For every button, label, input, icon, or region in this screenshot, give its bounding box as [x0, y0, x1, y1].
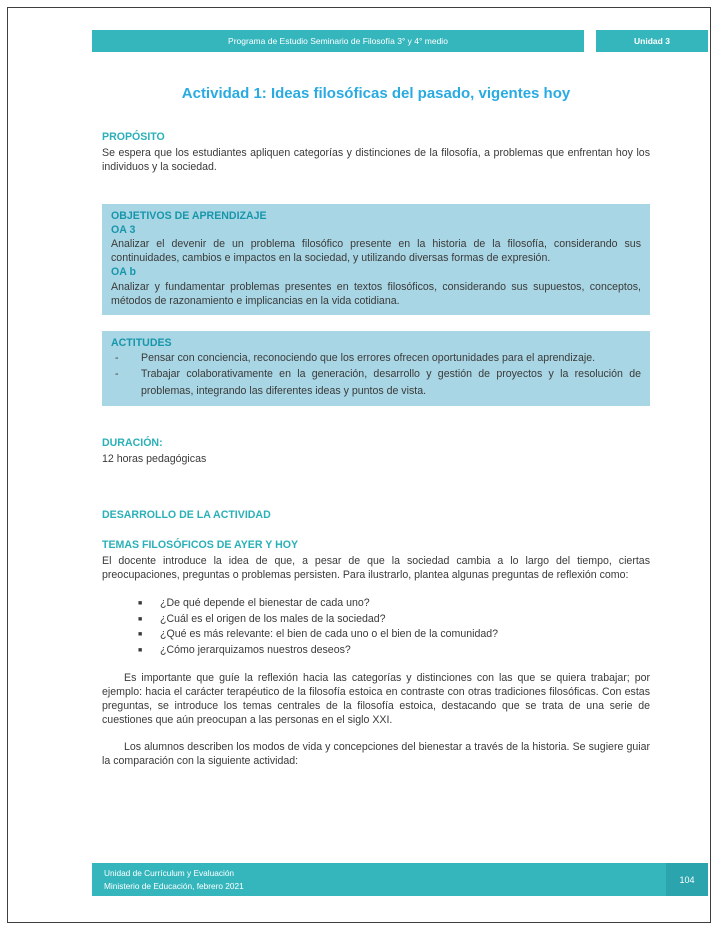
objetivos-heading: OBJETIVOS DE APRENDIZAJE	[111, 210, 267, 223]
footer-line-2: Ministerio de Educación, febrero 2021	[104, 880, 244, 891]
list-item	[138, 627, 650, 642]
duracion-heading: DURACIÓN:	[102, 437, 163, 450]
proposito-body: Se espera que los estudiantes apliquen categorías y distinciones de la filosofía, a problemas que enfrentan hoy los individuos y la sociedad.	[102, 147, 650, 174]
spacer	[102, 190, 650, 204]
spacer	[102, 482, 650, 508]
section-duracion	[102, 436, 650, 466]
list-item	[138, 643, 650, 658]
document-page	[7, 7, 711, 923]
question-text: ¿Cuál es el origen de los males de la sociedad?	[160, 612, 386, 625]
temas-paragraph-2: Los alumnos describen los modos de vida y concepciones del bienestar a través de la historia. Se sugiere guiar la comparación con la siguiente actividad:	[102, 741, 650, 768]
square-bullet-icon: ■	[138, 646, 143, 654]
header-unit-badge: Unidad 3	[596, 30, 708, 52]
list-item	[138, 596, 650, 611]
objetivos-box	[102, 204, 650, 315]
actitudes-heading: ACTITUDES	[111, 336, 172, 349]
spacer	[102, 422, 650, 436]
header-program-title: Programa de Estudio Seminario de Filosofía 3° y 4° medio	[92, 30, 584, 52]
temas-heading: TEMAS FILOSÓFICOS DE AYER Y HOY	[102, 539, 299, 552]
actitud-text: Trabajar colaborativamente en la generación, desarrollo y gestión de proyectos y la resolución de problemas, integrando las diferentes ideas y puntos de vista.	[141, 368, 641, 397]
actitudes-box	[102, 331, 650, 406]
duracion-body: 12 horas pedagógicas	[102, 453, 207, 466]
page-content	[102, 70, 650, 784]
list-item	[111, 350, 641, 366]
page-number: 104	[666, 863, 708, 896]
question-text: ¿Qué es más relevante: el bien de cada uno o el bien de la comunidad?	[160, 628, 499, 641]
page-header	[92, 30, 708, 52]
dash-bullet-icon: -	[115, 368, 119, 381]
question-text: ¿Cómo jerarquizamos nuestros deseos?	[160, 643, 351, 656]
footer-text	[92, 867, 244, 892]
actitud-text: Pensar con conciencia, reconociendo que los errores ofrecen oportunidades para el aprendizaje.	[141, 351, 596, 364]
oab-label: OA b	[111, 266, 136, 279]
oa3-text: Analizar el devenir de un problema filosófico presente en la historia de la filosofía, considerando sus continuidades, cambios e impactos en la sociedad, y utilizando diversas formas de expresión.	[111, 238, 641, 265]
footer-line-1: Unidad de Currículum y Evaluación	[104, 868, 235, 879]
list-item	[111, 366, 641, 399]
dash-bullet-icon: -	[115, 351, 119, 364]
temas-paragraph-1: Es importante que guíe la reflexión hacia las categorías y distinciones con las que se quiera trabajar; por ejemplo: hacia el carácter terapéutico de la filosofía estoica en contraste con otras tradiciones filosóficas. Con estas preguntas, se introduce los temas centrales de la filosofía estoica, destacando que se trata de una serie de cuestiones que aún preocupan a las personas en el siglo XXI.	[102, 671, 650, 727]
list-item	[138, 612, 650, 627]
section-proposito	[102, 130, 650, 174]
spacer	[102, 582, 650, 596]
page-footer	[92, 863, 708, 896]
desarrollo-heading: DESARROLLO DE LA ACTIVIDAD	[102, 509, 271, 522]
oa3-label: OA 3	[111, 224, 136, 237]
square-bullet-icon: ■	[138, 615, 143, 623]
proposito-heading: PROPÓSITO	[102, 130, 165, 143]
temas-intro: El docente introduce la idea de que, a pesar de que la sociedad cambia a lo largo del tiempo, ciertas preocupaciones, preguntas o problemas persisten. Para ilustrarlo, plantea algunas preguntas de reflexión como:	[102, 555, 650, 582]
oab-text: Analizar y fundamentar problemas presentes en textos filosóficos, considerando sus supuestos, conceptos, métodos de razonamiento e implicancias en la vida cotidiana.	[111, 280, 641, 307]
activity-title: Actividad 1: Ideas filosóficas del pasado, vigentes hoy	[181, 85, 571, 102]
question-text: ¿De qué depende el bienestar de cada uno?	[160, 597, 370, 610]
section-desarrollo	[102, 508, 650, 522]
square-bullet-icon: ■	[138, 600, 143, 608]
section-temas	[102, 538, 650, 768]
square-bullet-icon: ■	[138, 631, 143, 639]
